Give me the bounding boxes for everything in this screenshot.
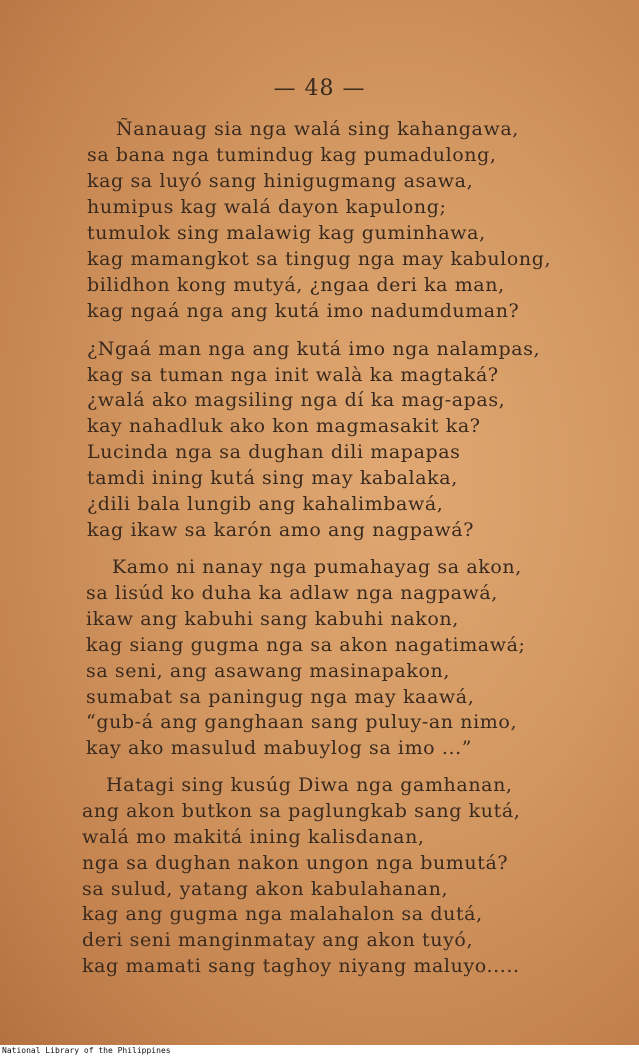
stanza-line: sa seni, ang asawang masinapakon,	[86, 660, 450, 682]
stanza-line: sumabat sa paningug nga may kaawá,	[86, 686, 475, 708]
stanza-line: kag sa tuman nga init walà ka magtaká?	[87, 364, 499, 386]
stanza-line: walá mo makitá ining kalisdanan,	[82, 826, 425, 848]
stanza-line: ang akon butkon sa paglungkab sang kutá,	[82, 800, 521, 822]
stanza-line: Ñanauag sia nga walá sing kahangawa,	[116, 118, 519, 140]
stanza-line: sa bana nga tumindug kag pumadulong,	[87, 144, 497, 166]
stanza-line: sa sulud, yatang akon kabulahanan,	[82, 878, 449, 900]
stanza-line: “gub-á ang ganghaan sang puluy-an nimo,	[86, 711, 518, 733]
stanza-line: ¿dili bala lungib ang kahalimbawá,	[87, 493, 444, 515]
page-number: — 48 —	[273, 76, 366, 101]
stanza-line: kag ikaw sa karón amo ang nagpawá?	[87, 519, 475, 541]
stanza-line: tamdi ining kutá sing may kabalaka,	[87, 467, 458, 489]
stanza-line: humipus kag walá dayon kapulong;	[87, 196, 447, 218]
stanza-line: bilidhon kong mutyá, ¿ngaa deri ka man,	[87, 274, 505, 296]
footer-credit: National Library of the Philippines	[2, 1046, 171, 1055]
stanza-line: kag ang gugma nga malahalon sa dutá,	[82, 903, 483, 925]
footer-strip	[0, 1045, 639, 1058]
stanza-line: Kamo ni nanay nga pumahayag sa akon,	[112, 556, 522, 578]
stanza-line: nga sa dughan nakon ungon nga bumutá?	[82, 852, 509, 874]
stanza-line: ¿walá ako magsiling nga dí ka mag-apas,	[87, 389, 506, 411]
stanza-line: kay nahadluk ako kon magmasakit ka?	[87, 415, 481, 437]
stanza-line: ¿Ngaá man nga ang kutá imo nga nalampas,	[87, 338, 541, 360]
stanza-line: ikaw ang kabuhi sang kabuhi nakon,	[86, 608, 459, 630]
stanza-line: kag mamati sang taghoy niyang maluyo.....	[82, 955, 520, 977]
stanza-line: kag sa luyó sang hinigugmang asawa,	[87, 170, 474, 192]
stanza-line: sa lisúd ko duha ka adlaw nga nagpawá,	[86, 582, 498, 604]
stanza-line: kag siang gugma nga sa akon nagatimawá;	[86, 634, 526, 656]
stanza-line: deri seni manginmatay ang akon tuyó,	[82, 929, 474, 951]
stanza-line: Lucinda nga sa dughan dili mapapas	[87, 441, 461, 463]
stanza-line: kay ako masulud mabuylog sa imo ...”	[86, 737, 473, 759]
stanza-line: kag mamangkot sa tingug nga may kabulong,	[87, 248, 552, 270]
stanza-line: Hatagi sing kusúg Diwa nga gamhanan,	[106, 774, 513, 796]
stanza-line: tumulok sing malawig kag guminhawa,	[87, 222, 486, 244]
stanza-line: kag ngaá nga ang kutá imo nadumduman?	[87, 300, 520, 322]
